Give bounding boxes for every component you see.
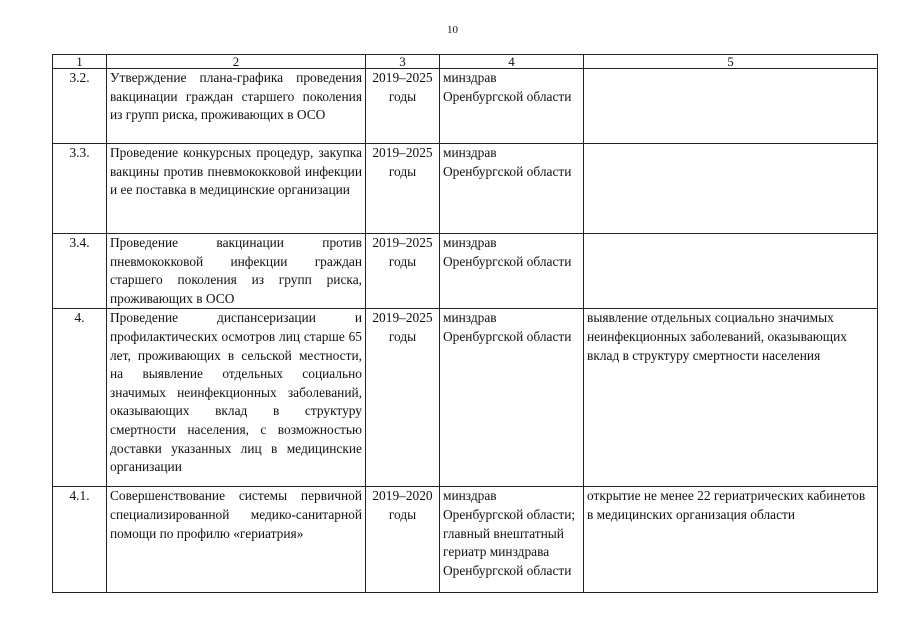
row-term: 2019–2020 годы (366, 487, 440, 593)
row-result: открытие не менее 22 гериатрических кабинетов в медицинских организация области (584, 487, 878, 593)
row-number: 4.1. (53, 487, 107, 593)
header-cell-number: 1 (53, 55, 107, 69)
row-term: 2019–2025 годы (366, 69, 440, 144)
row-executor: минздрав Оренбургской области (440, 309, 584, 487)
row-result (584, 69, 878, 144)
table-row (53, 69, 878, 144)
table-row (53, 487, 878, 593)
table-row (53, 234, 878, 309)
header-cell-event: 2 (107, 55, 366, 69)
table-row (53, 144, 878, 234)
header-cell-result: 5 (584, 55, 878, 69)
row-event: Проведение конкурсных процедур, закупка вакцины против пневмококковой инфекции и ее поставка в медицинские организации (107, 144, 366, 234)
row-term: 2019–2025 годы (366, 234, 440, 309)
row-executor: минздрав Оренбургской области; главный внештатный гериатр минздрава Оренбургской области (440, 487, 584, 593)
header-cell-term: 3 (366, 55, 440, 69)
row-event: Утверждение плана-графика проведения вакцинации граждан старшего поколения из групп риска, проживающих в ОСО (107, 69, 366, 144)
row-result (584, 144, 878, 234)
row-number: 3.3. (53, 144, 107, 234)
page-number: 10 (447, 24, 458, 36)
row-event: Проведение диспансеризации и профилактических осмотров лиц старше 65 лет, проживающих в сельской местности, на выявление отдельных социально значимых неинфекционных заболеваний, оказывающих вклад в структуру смертности населения, с возможностью доставки указанных лиц в медицинские организации (107, 309, 366, 487)
plan-table (52, 54, 878, 593)
row-executor: минздрав Оренбургской области (440, 234, 584, 309)
row-number: 4. (53, 309, 107, 487)
header-cell-executor: 4 (440, 55, 584, 69)
row-executor: минздрав Оренбургской области (440, 69, 584, 144)
row-result (584, 234, 878, 309)
row-result: выявление отдельных социально значимых неинфекционных заболеваний, оказывающих вклад в структуру смертности населения (584, 309, 878, 487)
row-number: 3.2. (53, 69, 107, 144)
row-term: 2019–2025 годы (366, 144, 440, 234)
row-number: 3.4. (53, 234, 107, 309)
table-header-row (53, 55, 878, 69)
row-term: 2019–2025 годы (366, 309, 440, 487)
row-event: Совершенствование системы первичной специализированной медико-санитарной помощи по профилю «гериатрия» (107, 487, 366, 593)
row-event: Проведение вакцинации против пневмококковой инфекции граждан старшего поколения из групп риска, проживающих в ОСО (107, 234, 366, 309)
row-executor: минздрав Оренбургской области (440, 144, 584, 234)
table-row (53, 309, 878, 487)
